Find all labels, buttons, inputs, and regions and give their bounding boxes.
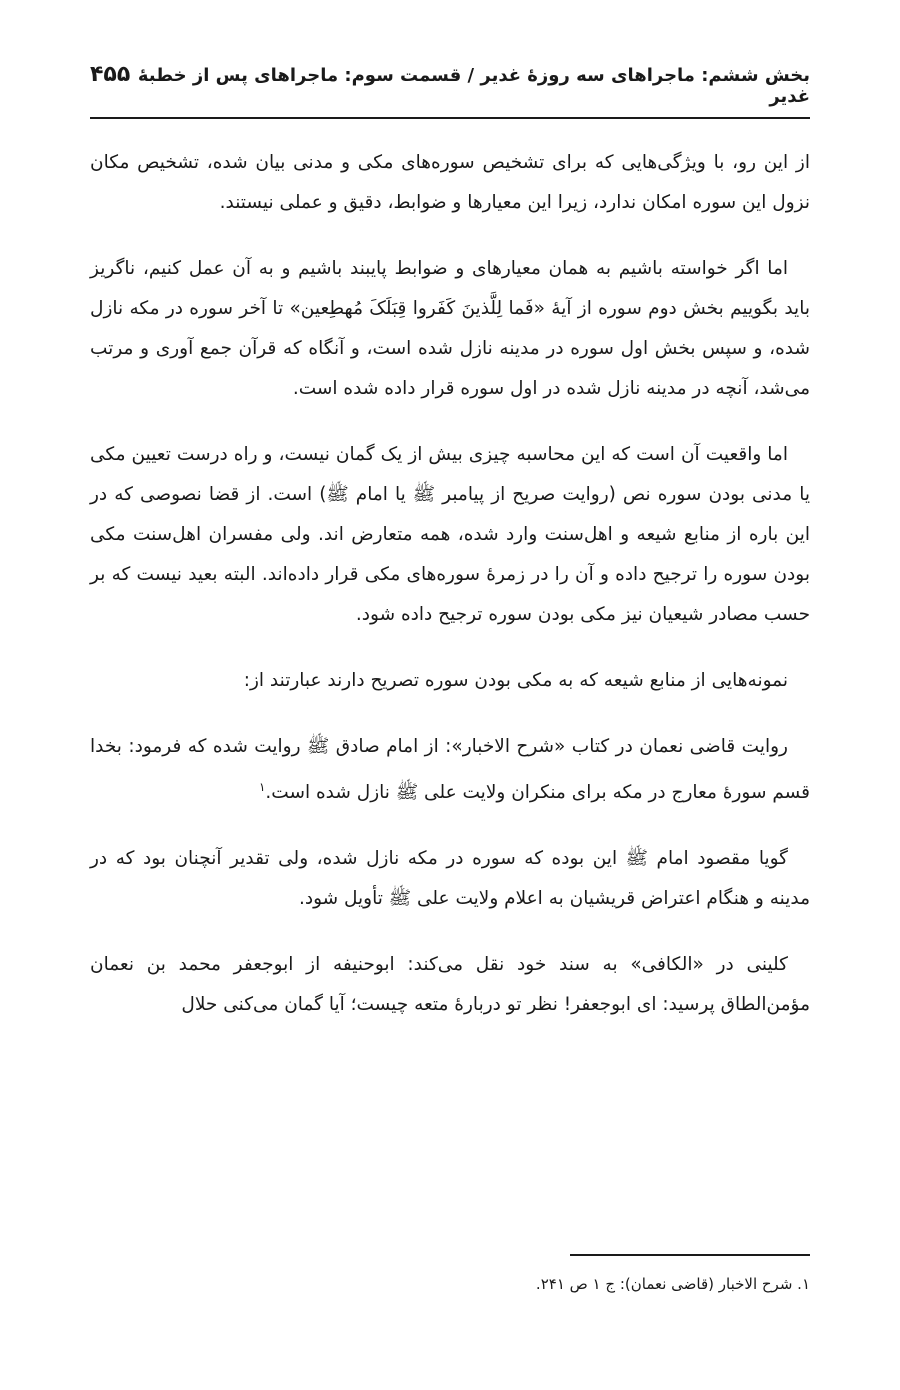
running-header	[90, 62, 810, 119]
footnote-divider	[570, 1254, 810, 1256]
page-number: ۴۵۵	[90, 62, 131, 87]
footnote-reference[interactable]: ۱	[258, 780, 266, 794]
paragraph-5	[90, 727, 810, 813]
paragraph-1: از این رو، با ویژگی‌هایی که برای تشخیص سوره‌های مکی و مدنی بیان شده، تشخیص مکان نزول این سوره امکان ندارد، زیرا این معیارها و ضوابط، دقیق و عملی نیستند.	[90, 152, 810, 213]
body-text	[90, 143, 810, 1025]
paragraph-7: کلینی در «الکافی» به سند خود نقل می‌کند: ابوحنیفه از ابوجعفر محمد بن نعمان مؤمن‌الطاق پرسید: ای ابوجعفر! نظر تو دربارهٔ متعه چیست؛ آیا گمان می‌کنی حلال	[90, 954, 810, 1016]
page	[90, 62, 810, 1051]
paragraph-4: نمونه‌هایی از منابع شیعه که به مکی بودن سوره تصریح دارند عبارتند از:	[243, 670, 788, 691]
paragraph-5-text: روایت قاضی نعمان در کتاب «شرح الاخبار»: از امام صادق ﷺ روایت شده که فرمود: بخدا قسم سورهٔ معارج در مکه برای منکران ولایت علی ﷺ نازل شده است.	[90, 736, 810, 804]
paragraph-6: گویا مقصود امام ﷺ این بوده که سوره در مکه نازل شده، ولی تقدیر آنچنان بود که در مدینه و هنگام اعتراض قریشیان به اعلام ولایت علی ﷺ تأویل شود.	[90, 848, 810, 910]
paragraph-3: اما واقعیت آن است که این محاسبه چیزی بیش از یک گمان نیست، و راه درست تعیین مکی یا مدنی بودن سوره نص (روایت صریح از پیامبر ﷺ یا امام ﷺ) است. از قضا نصوصی که در این باره از منابع شیعه و اهل‌سنت وارد شده، همه متعارض اند. ولی مفسران اهل‌سنت مکی بودن سوره را ترجیح داده و آن را در زمرهٔ سوره‌های مکی قرار داده‌اند. البته بعید نیست که بر حسب مصادر شیعیان نیز مکی بودن سوره ترجیح داده شود.	[90, 444, 810, 625]
paragraph-2: اما اگر خواسته باشیم به همان معیارهای و ضوابط پایبند باشیم و به آن عمل کنیم، ناگریز باید بگوییم بخش دوم سوره از آیهٔ «فَما لِلَّذینَ کَفَروا قِبَلَکَ مُهطِعین» تا آخر سوره در مکه نازل شده، و سپس بخش اول سوره در مدینه نازل شده است، و آنگاه که قرآن جمع آوری و مرتب می‌شد، آنچه در مدینه نازل شده در اول سوره قرار داده شده است.	[90, 258, 810, 399]
header-title: بخش ششم: ماجراهای سه روزهٔ غدیر / قسمت سوم: ماجراهای پس از خطبهٔ غدیر	[137, 65, 810, 107]
footnote: ۱. شرح الاخبار (قاضی نعمان): ج ۱ ص ۲۴۱.	[535, 1275, 810, 1293]
